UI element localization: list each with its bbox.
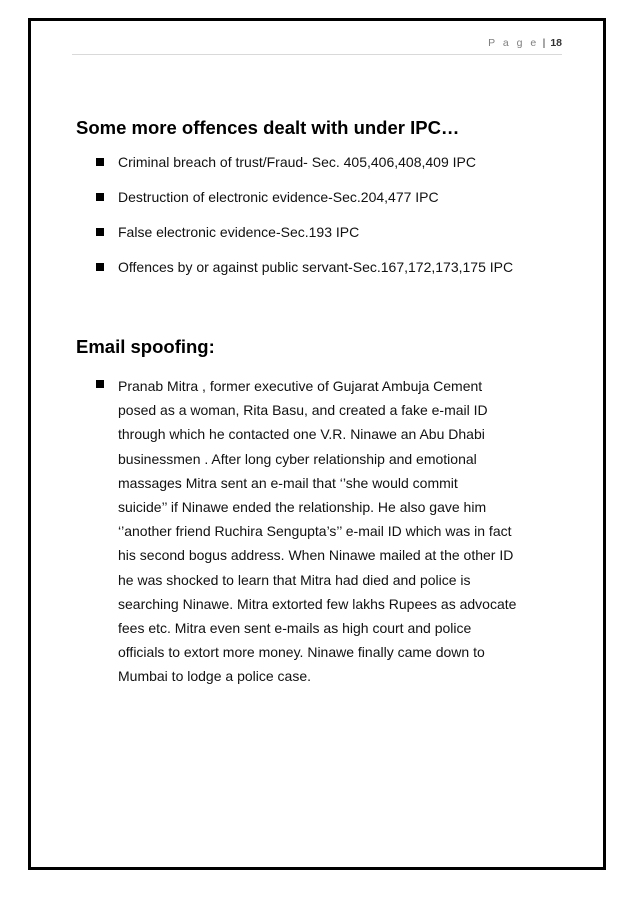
paragraph-line: he was shocked to learn that Mitra had died and police is — [118, 571, 471, 588]
page-label: P a g e — [488, 37, 539, 49]
list-item — [96, 187, 576, 222]
paragraph-line: through which he contacted one V.R. Ninawe an Abu Dhabi — [118, 426, 485, 443]
paragraph-line: suicide’’ if Ninawe ended the relationship. He also gave him — [118, 499, 487, 516]
square-bullet-icon — [96, 193, 104, 201]
list-item — [96, 257, 576, 292]
paragraph-line: Pranab Mitra , former executive of Gujarat Ambuja Cement — [118, 378, 483, 394]
square-bullet-icon — [96, 380, 104, 388]
paragraph-line: posed as a woman, Rita Basu, and created a fake e-mail ID — [118, 402, 488, 419]
list-item-text: Destruction of electronic evidence-Sec.204,477 IPC — [118, 189, 439, 205]
ipc-offences-list — [96, 152, 576, 292]
paragraph-line: massages Mitra sent an e-mail that ‘’she would commit — [118, 474, 458, 491]
email-spoofing-paragraph — [96, 374, 566, 689]
paragraph-line: Mumbai to lodge a police case. — [118, 668, 311, 685]
paragraph-line: ‘’another friend Ruchira Sengupta’s’’ e-mail ID which was in fact — [118, 523, 512, 540]
square-bullet-icon — [96, 158, 104, 166]
paragraph-line: his second bogus address. When Ninawe mailed at the other ID — [118, 547, 514, 564]
page-number: 18 — [550, 37, 562, 49]
paragraph-line: businessmen . After long cyber relationship and emotional — [118, 450, 477, 467]
square-bullet-icon — [96, 263, 104, 271]
section-heading-ipc-offences: Some more offences dealt with under IPC… — [76, 117, 460, 138]
list-item — [96, 222, 576, 257]
list-item-text: Offences by or against public servant-Sec.167,172,173,175 IPC — [118, 259, 514, 275]
square-bullet-icon — [96, 228, 104, 236]
paragraph-text — [96, 374, 566, 689]
page-header — [72, 36, 562, 55]
page-separator: | — [542, 37, 546, 49]
paragraph-line: fees etc. Mitra even sent e-mails as high court and police — [118, 620, 472, 637]
section-heading-email-spoofing: Email spoofing: — [76, 336, 215, 357]
list-item-text: Criminal breach of trust/Fraud- Sec. 405,406,408,409 IPC — [118, 154, 476, 170]
list-item — [96, 152, 576, 187]
list-item-text: False electronic evidence-Sec.193 IPC — [118, 224, 360, 240]
paragraph-line: searching Ninawe. Mitra extorted few lakhs Rupees as advocate — [118, 595, 517, 612]
paragraph-line: officials to extort more money. Ninawe finally came down to — [118, 644, 485, 661]
